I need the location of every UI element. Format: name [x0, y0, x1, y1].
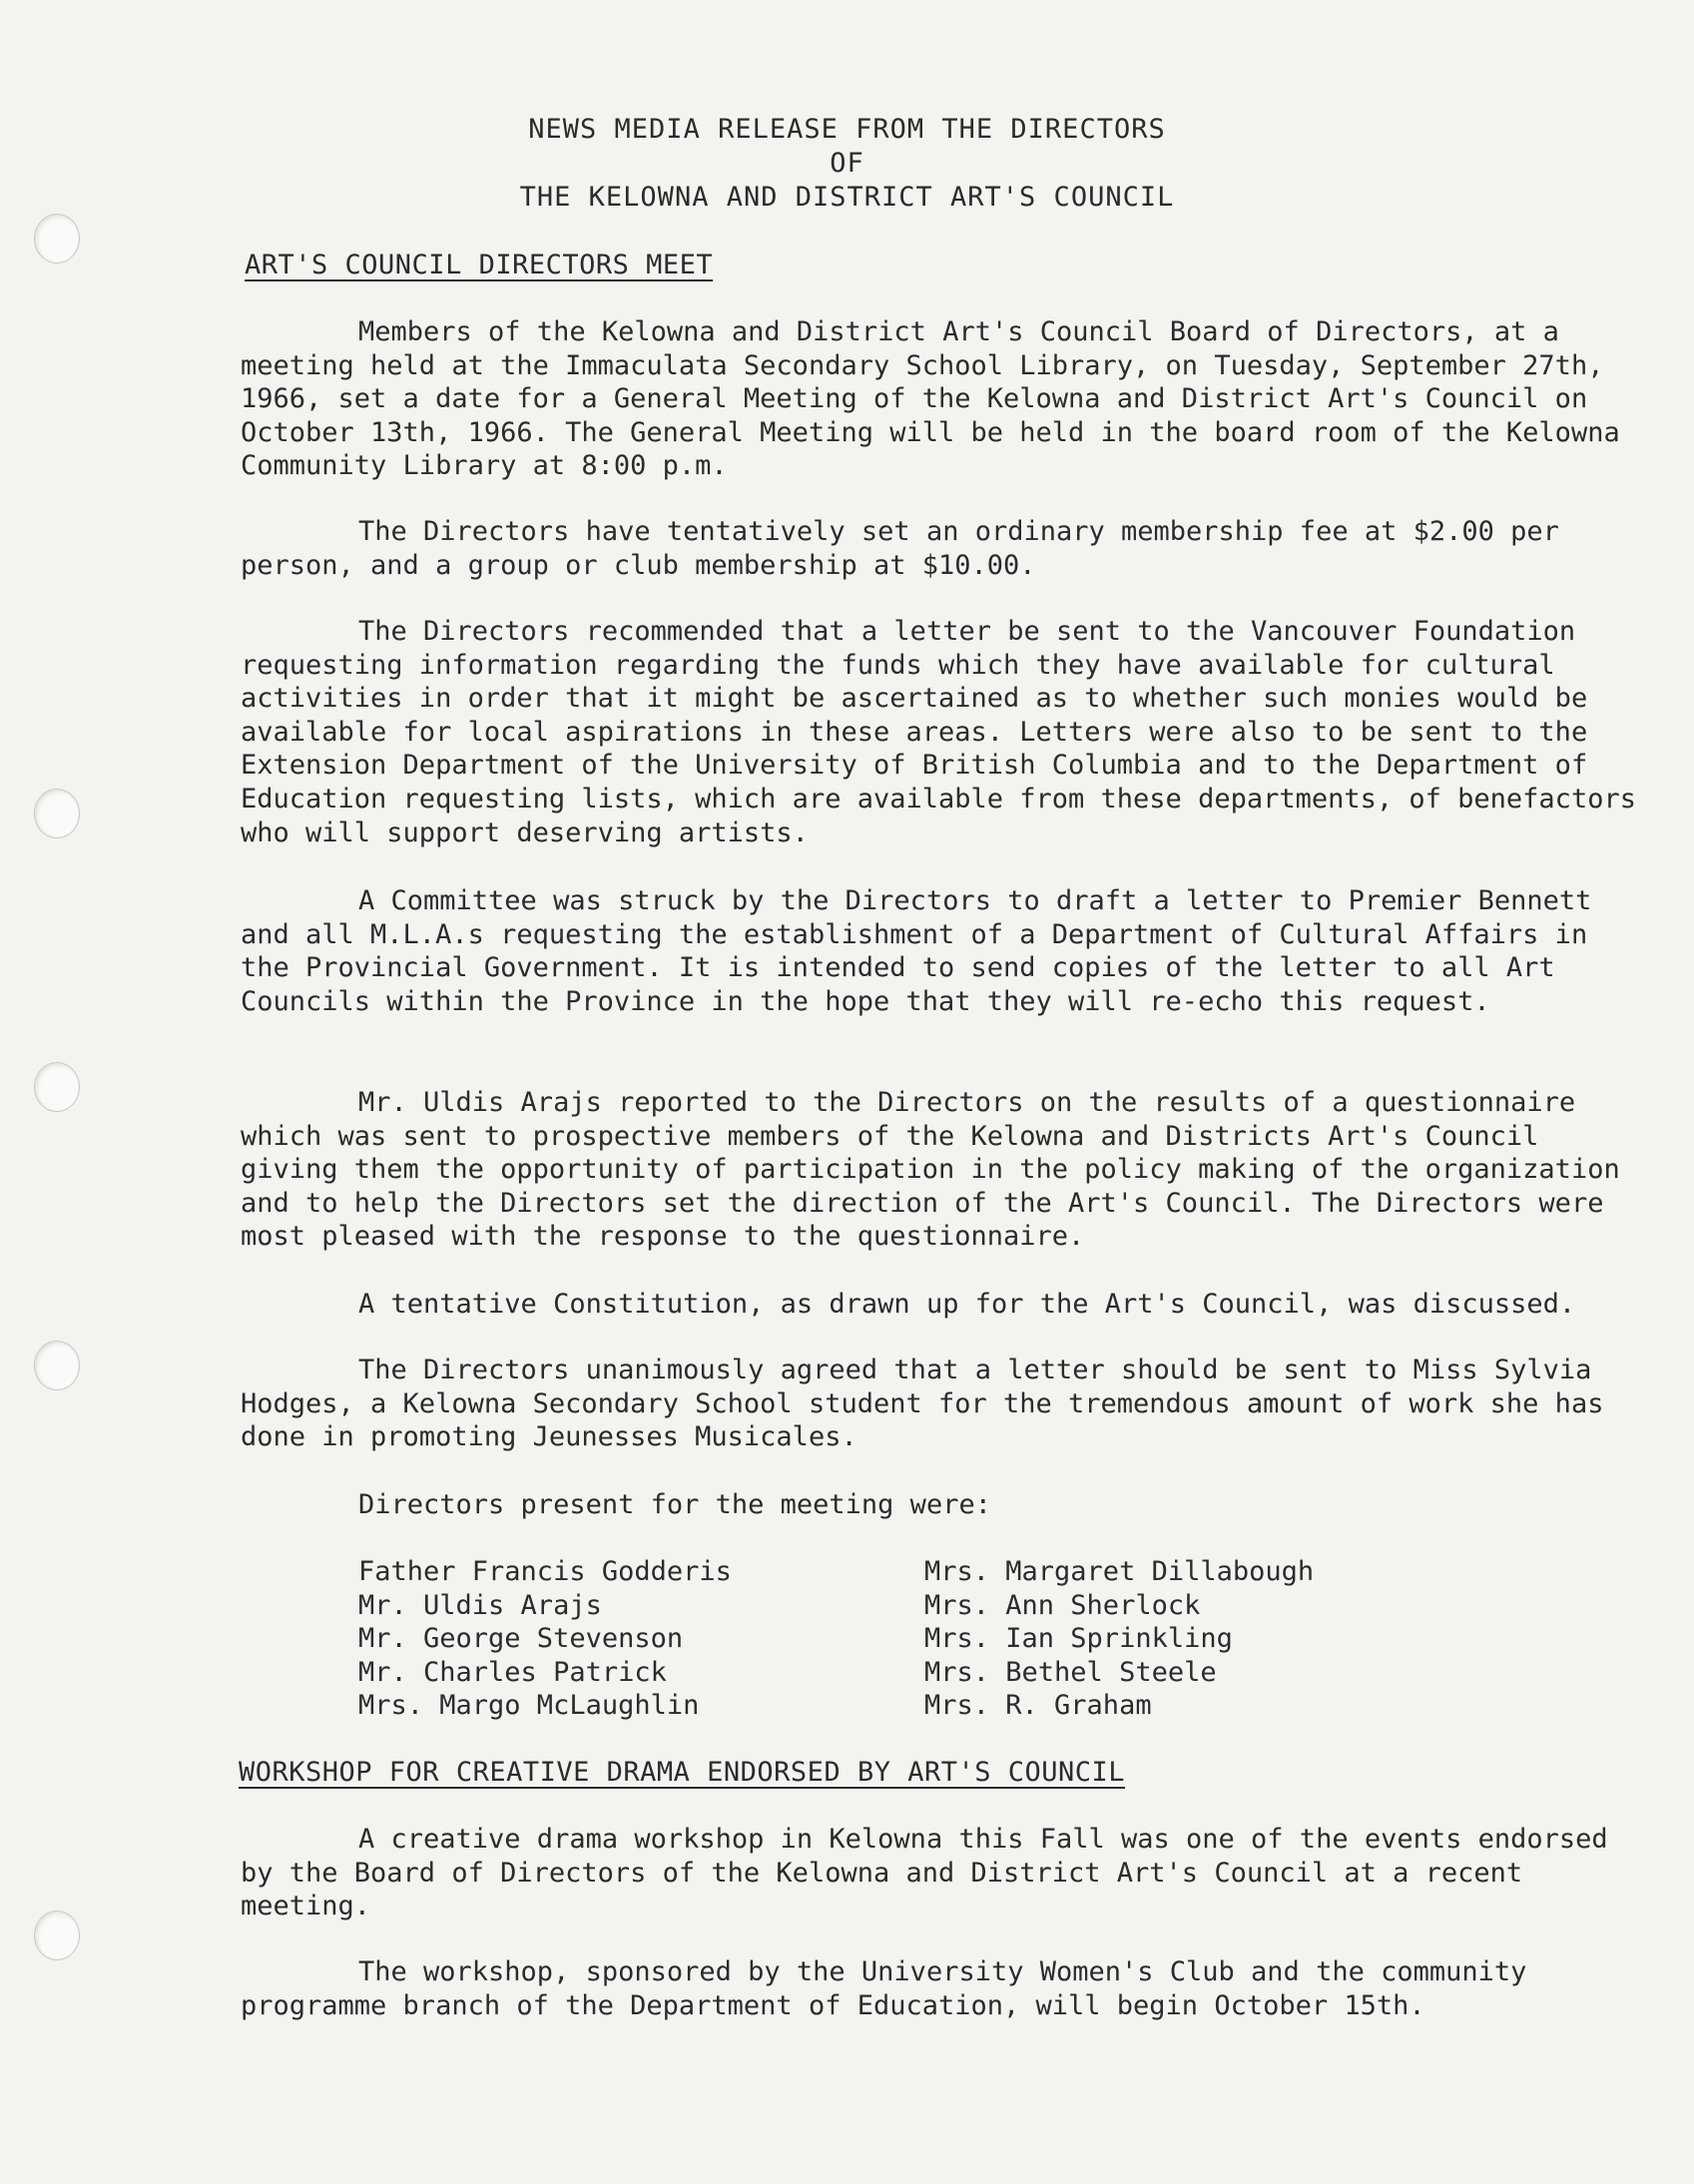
paragraph: A tentative Constitution, as drawn up for the Art's Council, was discussed. [358, 1289, 1576, 1320]
paragraph: A Committee was struck by the Directors to draft a letter to Premier Bennett and all M.L.A.s requesting the establishment of a Department of Cultural Affairs in the Provincial Government. It is intended to send copies of the letter to all Art Councils within the Province in the hope that they will re-echo this request. [241, 885, 1592, 1017]
section-heading-workshop: WORKSHOP FOR CREATIVE DRAMA ENDORSED BY ART'S COUNCIL [239, 1757, 1126, 1788]
paragraph: The Directors recommended that a letter be sent to the Vancouver Foundation requesting information regarding the funds which they have available for cultural activities in order that it might be ascertained as to whether such monies would be available for local aspirations in these areas. Letters were also to be sent to the Extension Department of the University of British Columbia and to the Department of Education requesting lists, which are available from these departments, of benefactors who will support deserving artists. [241, 616, 1636, 848]
punch-hole [34, 1911, 80, 1960]
paragraph: A creative drama workshop in Kelowna this Fall was one of the events endorsed by the Board of Directors of the Kelowna and District Art's Council at a recent meeting. [241, 1824, 1608, 1922]
director-name: Father Francis Godderis [358, 1556, 732, 1587]
paragraph: The Directors unanimously agreed that a letter should be sent to Miss Sylvia Hodges, a Kelowna Secondary School student for the tremendous amount of work she has done in promoting Jeunesses Musicales. [241, 1355, 1604, 1453]
directors-list-left [358, 1555, 732, 1723]
paragraph: Members of the Kelowna and District Art's Council Board of Directors, at a meeting held at the Immaculata Secondary School Library, on Tuesday, September 27th, 1966, set a date for a General Meeting of the Kelowna and District Art's Council on October 13th, 1966. The General Meeting will be held in the board room of the Kelowna Community Library at 8:00 p.m. [241, 316, 1620, 482]
paragraph: The workshop, sponsored by the University Women's Club and the community programme branch of the Department of Education, will begin October 15th. [241, 1956, 1527, 2021]
punch-hole [34, 1062, 80, 1112]
director-name: Mrs. Ann Sherlock [924, 1589, 1201, 1621]
directors-intro: Directors present for the meeting were: [358, 1489, 991, 1520]
director-name: Mrs. Margo McLaughlin [358, 1690, 700, 1722]
directors-list-right [924, 1555, 1314, 1723]
punch-hole [34, 1341, 80, 1390]
director-name: Mrs. Bethel Steele [924, 1656, 1217, 1688]
paragraph: Mr. Uldis Arajs reported to the Directors on the results of a questionnaire which was sent to prospective members of the Kelowna and Districts Art's Council giving them the opportunity of participation in the policy making of the organization and to help the Directors set the direction of the Art's Council. The Directors were most pleased with the response to the questionnaire. [241, 1087, 1620, 1253]
punch-hole [34, 789, 80, 838]
director-name: Mr. George Stevenson [358, 1623, 684, 1655]
release-organization: THE KELOWNA AND DISTRICT ART'S COUNCIL [519, 182, 1175, 213]
punch-hole [34, 214, 80, 264]
section-heading-directors-meet: ART'S COUNCIL DIRECTORS MEET [245, 250, 714, 280]
director-name: Mrs. R. Graham [924, 1690, 1152, 1722]
director-name: Mr. Uldis Arajs [358, 1589, 602, 1621]
release-title: NEWS MEDIA RELEASE FROM THE DIRECTORS [528, 114, 1166, 145]
director-name: Mr. Charles Patrick [358, 1656, 667, 1688]
director-name: Mrs. Margaret Dillabough [924, 1556, 1315, 1587]
director-name: Mrs. Ian Sprinkling [924, 1623, 1233, 1655]
release-title-of: OF [830, 148, 864, 179]
paragraph: The Directors have tentatively set an ordinary membership fee at $2.00 per person, and a group or club membership at $10.00. [241, 516, 1559, 581]
